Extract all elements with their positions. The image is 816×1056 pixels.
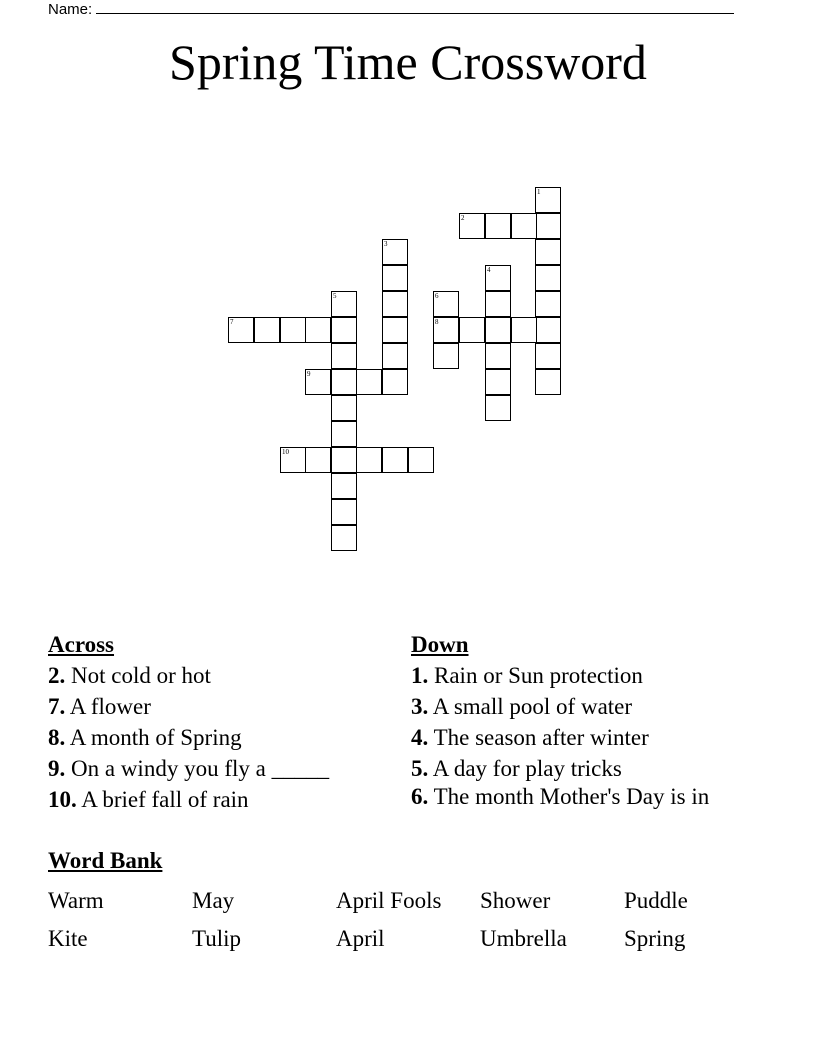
clue-number: 6. <box>411 784 429 809</box>
word-bank-item: Kite <box>48 926 88 951</box>
crossword-cell[interactable] <box>331 317 357 343</box>
crossword-cell[interactable] <box>535 369 561 395</box>
clue-text: A brief fall of rain <box>81 787 249 812</box>
cell-number: 8 <box>435 318 439 326</box>
crossword-cell[interactable] <box>535 317 561 343</box>
crossword-cell[interactable] <box>535 291 561 317</box>
crossword-cell[interactable] <box>382 291 408 317</box>
crossword-cell[interactable] <box>485 291 511 317</box>
clue-down-4 <box>411 722 741 753</box>
crossword-cell[interactable] <box>305 369 331 395</box>
crossword-cell[interactable] <box>382 447 408 473</box>
clue-number: 9. <box>48 756 66 781</box>
clue-text: The season after winter <box>433 725 649 750</box>
cell-number: 3 <box>384 240 388 248</box>
cell-number: 10 <box>282 448 289 456</box>
clue-number: 4. <box>411 725 429 750</box>
word-bank <box>48 882 768 958</box>
crossword-cell[interactable] <box>382 343 408 369</box>
word-bank-item: May <box>192 888 235 913</box>
clue-text: A day for play tricks <box>432 756 622 781</box>
clue-down-5 <box>411 753 741 784</box>
cell-number: 6 <box>435 292 439 300</box>
word-bank-item: Warm <box>48 888 104 913</box>
crossword-cell[interactable] <box>254 317 280 343</box>
word-bank-heading: Word Bank <box>48 848 163 873</box>
crossword-cell[interactable] <box>485 343 511 369</box>
crossword-cell[interactable] <box>382 239 408 265</box>
crossword-cell[interactable] <box>331 499 357 525</box>
word-bank-item: April Fools <box>336 888 442 913</box>
clue-text: A month of Spring <box>69 725 242 750</box>
crossword-cell[interactable] <box>433 343 459 369</box>
crossword-cell[interactable] <box>408 447 434 473</box>
cell-number: 5 <box>333 292 337 300</box>
crossword-cell[interactable] <box>485 369 511 395</box>
crossword-cell[interactable] <box>331 343 357 369</box>
cell-number: 2 <box>461 214 465 222</box>
name-label: Name: <box>48 1 93 18</box>
crossword-cell[interactable] <box>535 239 561 265</box>
down-heading: Down <box>411 632 469 657</box>
across-heading: Across <box>48 632 115 657</box>
crossword-cell[interactable] <box>459 317 485 343</box>
clue-number: 8. <box>48 725 66 750</box>
cell-number: 9 <box>307 370 311 378</box>
word-bank-item: Umbrella <box>480 926 567 951</box>
crossword-cell[interactable] <box>459 213 485 239</box>
crossword-cell[interactable] <box>228 317 254 343</box>
crossword-cell[interactable] <box>280 447 306 473</box>
clue-text: Not cold or hot <box>71 663 211 688</box>
clue-across-10 <box>48 784 378 815</box>
across-clues <box>48 630 378 815</box>
clue-across-9 <box>48 753 378 784</box>
crossword-cell[interactable] <box>280 317 306 343</box>
crossword-cell[interactable] <box>433 291 459 317</box>
crossword-cell[interactable] <box>331 369 357 395</box>
crossword-cell[interactable] <box>511 213 537 239</box>
clue-text: A small pool of water <box>432 694 633 719</box>
crossword-cell[interactable] <box>433 317 459 343</box>
crossword-cell[interactable] <box>382 369 408 395</box>
crossword-cell[interactable] <box>511 317 537 343</box>
clue-across-8 <box>48 722 378 753</box>
word-bank-item: April <box>336 926 385 951</box>
down-clues <box>411 630 741 810</box>
crossword-cell[interactable] <box>331 525 357 551</box>
crossword-cell[interactable] <box>485 213 511 239</box>
clue-number: 3. <box>411 694 429 719</box>
crossword-cell[interactable] <box>305 447 331 473</box>
clue-number: 7. <box>48 694 66 719</box>
word-bank-item: Puddle <box>624 888 688 913</box>
clue-text: Rain or Sun protection <box>434 663 643 688</box>
clue-down-6 <box>411 784 731 810</box>
cell-number: 4 <box>487 266 491 274</box>
crossword-cell[interactable] <box>331 395 357 421</box>
crossword-cell[interactable] <box>485 265 511 291</box>
crossword-cell[interactable] <box>535 187 561 213</box>
clue-number: 10. <box>48 787 77 812</box>
cell-number: 7 <box>230 318 234 326</box>
word-bank-item: Shower <box>480 888 551 913</box>
page-title: Spring Time Crossword <box>169 34 647 90</box>
crossword-cell[interactable] <box>331 421 357 447</box>
crossword-cell[interactable] <box>535 213 561 239</box>
clue-number: 5. <box>411 756 429 781</box>
cell-number: 1 <box>537 188 541 196</box>
word-bank-item: Spring <box>624 926 686 951</box>
clue-number: 2. <box>48 663 66 688</box>
crossword-cell[interactable] <box>485 317 511 343</box>
crossword-cell[interactable] <box>331 473 357 499</box>
word-bank-item: Tulip <box>192 926 242 951</box>
clue-down-3 <box>411 691 741 722</box>
clue-across-7 <box>48 691 378 722</box>
crossword-cell[interactable] <box>535 265 561 291</box>
clue-down-1 <box>411 660 741 691</box>
crossword-cell[interactable] <box>331 447 357 473</box>
crossword-cell[interactable] <box>356 369 382 395</box>
clue-text: The month Mother's Day is in <box>433 784 710 809</box>
clue-text: On a windy you fly a _____ <box>71 756 330 781</box>
crossword-cell[interactable] <box>535 343 561 369</box>
crossword-cell[interactable] <box>331 291 357 317</box>
crossword-cell[interactable] <box>356 447 382 473</box>
crossword-cell[interactable] <box>305 317 331 343</box>
clue-number: 1. <box>411 663 429 688</box>
crossword-cell[interactable] <box>382 265 408 291</box>
crossword-cell[interactable] <box>485 395 511 421</box>
clue-text: A flower <box>69 694 151 719</box>
clue-across-2 <box>48 660 378 691</box>
crossword-cell[interactable] <box>382 317 408 343</box>
